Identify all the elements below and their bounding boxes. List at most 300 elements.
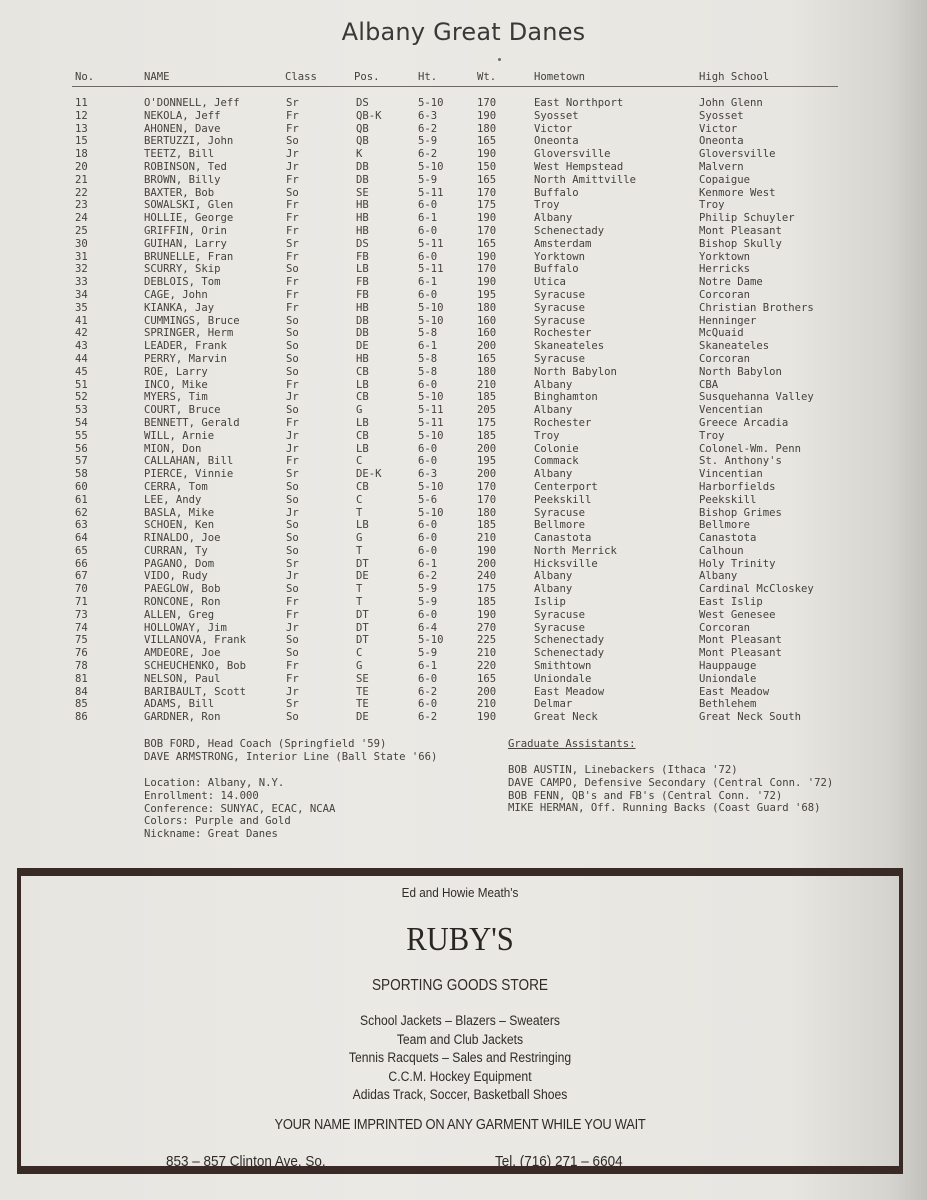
player-hometown: Syracuse <box>534 608 586 621</box>
player-height: 5-10 <box>418 160 444 173</box>
player-hometown: Hicksville <box>534 557 598 570</box>
player-position: HB <box>356 352 369 365</box>
player-position: QB-K <box>356 109 382 122</box>
table-row <box>0 455 927 468</box>
player-weight: 270 <box>477 621 497 634</box>
player-number: 86 <box>75 711 88 724</box>
player-position: G <box>356 404 363 417</box>
player-name: MYERS, Tim <box>144 391 208 404</box>
player-height: 5-8 <box>418 352 438 365</box>
player-name: LEE, Andy <box>144 493 202 506</box>
table-row <box>0 161 927 174</box>
rubys-advertisement <box>17 868 903 1174</box>
player-position: LB <box>356 263 369 276</box>
player-high-school: Mont Pleasant <box>699 224 782 237</box>
player-weight: 190 <box>477 250 497 263</box>
player-weight: 200 <box>477 340 497 353</box>
player-name: SCURRY, Skip <box>144 263 221 276</box>
player-number: 15 <box>75 135 88 148</box>
player-number: 24 <box>75 212 88 225</box>
player-weight: 190 <box>477 109 497 122</box>
player-height: 5-11 <box>418 186 444 199</box>
player-hometown: Albany <box>534 212 573 225</box>
player-high-school: Victor <box>699 122 738 135</box>
player-class: Sr <box>286 468 299 481</box>
player-high-school: Kenmore West <box>699 186 776 199</box>
player-position: C <box>356 647 363 660</box>
player-class: Fr <box>286 596 299 609</box>
player-name: GARDNER, Ron <box>144 711 221 724</box>
player-height: 6-4 <box>418 621 438 634</box>
player-height: 6-2 <box>418 685 438 698</box>
player-hometown: Commack <box>534 455 579 468</box>
player-hometown: Rochester <box>534 327 592 340</box>
player-weight: 165 <box>477 173 497 186</box>
player-hometown: Oneonta <box>534 135 579 148</box>
player-class: Sr <box>286 97 299 109</box>
info-line: Conference: SUNYAC, ECAC, NCAA <box>144 802 336 815</box>
school-info <box>144 777 335 841</box>
coaches-list <box>144 738 437 764</box>
player-hometown: Amsterdam <box>534 237 592 250</box>
player-hometown: Albany <box>534 404 573 417</box>
table-row <box>0 686 927 699</box>
player-high-school: Skaneateles <box>699 340 770 353</box>
player-position: LB <box>356 378 369 391</box>
player-class: So <box>286 480 299 493</box>
player-high-school: Syosset <box>699 109 744 122</box>
table-row <box>0 430 927 443</box>
player-high-school: East Islip <box>699 596 763 609</box>
player-number: 55 <box>75 429 88 442</box>
player-high-school: Copaigue <box>699 173 751 186</box>
player-position: T <box>356 583 363 596</box>
player-weight: 165 <box>477 237 497 250</box>
player-name: ALLEN, Greg <box>144 608 215 621</box>
graduate-assistants-list <box>508 764 833 815</box>
player-position: LB <box>356 416 369 429</box>
roster-table <box>0 97 927 724</box>
player-class: Sr <box>286 698 299 711</box>
player-hometown: Great Neck <box>534 711 598 724</box>
player-hometown: Albany <box>534 378 573 391</box>
player-position: DB <box>356 173 369 186</box>
player-height: 5-9 <box>418 647 438 660</box>
table-row <box>0 225 927 238</box>
table-row <box>0 596 927 609</box>
player-position: CB <box>356 365 369 378</box>
player-height: 6-1 <box>418 212 438 225</box>
player-position: HB <box>356 224 369 237</box>
player-class: Fr <box>286 288 299 301</box>
player-hometown: North Babylon <box>534 365 617 378</box>
player-height: 5-11 <box>418 263 444 276</box>
player-class: Jr <box>286 429 299 442</box>
player-class: So <box>286 532 299 545</box>
player-hometown: Buffalo <box>534 186 579 199</box>
table-row <box>0 238 927 251</box>
player-class: So <box>286 647 299 660</box>
header-divider <box>72 86 838 87</box>
player-weight: 190 <box>477 608 497 621</box>
player-position: DT <box>356 608 369 621</box>
player-hometown: Smithtown <box>534 660 592 673</box>
table-row <box>0 353 927 366</box>
player-class: So <box>286 135 299 148</box>
player-hometown: Syracuse <box>534 621 586 634</box>
player-name: ROBINSON, Ted <box>144 160 227 173</box>
player-weight: 200 <box>477 685 497 698</box>
player-class: Fr <box>286 660 299 673</box>
player-name: HOLLIE, George <box>144 212 234 225</box>
player-height: 6-0 <box>418 224 438 237</box>
player-hometown: Albany <box>534 570 573 583</box>
player-number: 33 <box>75 276 88 289</box>
player-weight: 190 <box>477 711 497 724</box>
table-row <box>0 148 927 161</box>
player-number: 66 <box>75 557 88 570</box>
player-class: So <box>286 404 299 417</box>
player-height: 5-11 <box>418 237 444 250</box>
player-name: WILL, Arnie <box>144 429 215 442</box>
player-height: 6-3 <box>418 109 438 122</box>
player-number: 62 <box>75 506 88 519</box>
player-weight: 200 <box>477 557 497 570</box>
player-high-school: Bishop Grimes <box>699 506 782 519</box>
player-class: Fr <box>286 250 299 263</box>
table-row <box>0 494 927 507</box>
player-number: 35 <box>75 301 88 314</box>
player-hometown: Binghamton <box>534 391 598 404</box>
coach-line: BOB FORD, Head Coach (Springfield '59) <box>144 738 387 750</box>
player-class: So <box>286 365 299 378</box>
player-name: SCHOEN, Ken <box>144 519 215 532</box>
player-class: So <box>286 711 299 724</box>
player-name: ADAMS, Bill <box>144 698 215 711</box>
player-class: Jr <box>286 621 299 634</box>
player-number: 13 <box>75 122 88 135</box>
player-height: 5-11 <box>418 404 444 417</box>
player-class: Sr <box>286 237 299 250</box>
player-number: 12 <box>75 109 88 122</box>
player-high-school: Holy Trinity <box>699 557 776 570</box>
player-weight: 210 <box>477 378 497 391</box>
player-height: 6-0 <box>418 532 438 545</box>
player-high-school: North Babylon <box>699 365 782 378</box>
player-hometown: Schenectady <box>534 634 605 647</box>
player-name: RINALDO, Joe <box>144 532 221 545</box>
player-height: 5-9 <box>418 135 438 148</box>
player-high-school: Philip Schuyler <box>699 212 795 225</box>
player-class: Fr <box>286 672 299 685</box>
table-row <box>0 468 927 481</box>
player-height: 5-10 <box>418 480 444 493</box>
player-height: 6-0 <box>418 455 438 468</box>
player-weight: 170 <box>477 493 497 506</box>
player-weight: 205 <box>477 404 497 417</box>
player-class: So <box>286 634 299 647</box>
player-number: 56 <box>75 442 88 455</box>
printing-speck <box>498 58 501 61</box>
player-class: Jr <box>286 506 299 519</box>
player-name: PIERCE, Vinnie <box>144 468 234 481</box>
player-high-school: Harborfields <box>699 480 776 493</box>
header-ht: Ht. <box>418 71 438 83</box>
table-row <box>0 174 927 187</box>
player-hometown: Syracuse <box>534 352 586 365</box>
player-height: 5-10 <box>418 314 444 327</box>
table-row <box>0 660 927 673</box>
table-row <box>0 212 927 225</box>
header-name: NAME <box>144 71 170 83</box>
player-hometown: Syracuse <box>534 314 586 327</box>
table-row <box>0 379 927 392</box>
table-row <box>0 251 927 264</box>
player-height: 6-0 <box>418 442 438 455</box>
player-height: 5-8 <box>418 365 438 378</box>
player-hometown: East Northport <box>534 97 624 109</box>
player-hometown: Albany <box>534 468 573 481</box>
player-number: 22 <box>75 186 88 199</box>
table-row <box>0 622 927 635</box>
assistant-line: DAVE CAMPO, Defensive Secondary (Central Conn. '72) <box>508 776 834 789</box>
header-high-school: High School <box>699 71 770 83</box>
player-position: DE <box>356 570 369 583</box>
player-high-school: John Glenn <box>699 97 763 109</box>
player-hometown: Albany <box>534 583 573 596</box>
player-weight: 190 <box>477 212 497 225</box>
header-hometown: Hometown <box>534 71 586 83</box>
player-class: So <box>286 493 299 506</box>
table-row <box>0 315 927 328</box>
player-position: G <box>356 532 363 545</box>
player-high-school: Canastota <box>699 532 757 545</box>
player-weight: 150 <box>477 160 497 173</box>
player-high-school: Mont Pleasant <box>699 634 782 647</box>
player-weight: 195 <box>477 455 497 468</box>
player-class: So <box>286 544 299 557</box>
table-row <box>0 532 927 545</box>
player-position: CB <box>356 480 369 493</box>
player-name: SCHEUCHENKO, Bob <box>144 660 247 673</box>
ad-tagline: SPORTING GOODS STORE <box>371 977 549 994</box>
player-name: CUMMINGS, Bruce <box>144 314 240 327</box>
ad-product-line: Tennis Racquets – Sales and Restringing <box>348 1050 572 1066</box>
player-height: 5-10 <box>418 429 444 442</box>
player-number: 23 <box>75 199 88 212</box>
player-number: 32 <box>75 263 88 276</box>
ad-product-line: Adidas Track, Soccer, Basketball Shoes <box>352 1087 568 1103</box>
player-high-school: Malvern <box>699 160 744 173</box>
player-name: O'DONNELL, Jeff <box>144 97 240 109</box>
player-position: HB <box>356 199 369 212</box>
player-name: SOWALSKI, Glen <box>144 199 234 212</box>
player-height: 6-2 <box>418 711 438 724</box>
ad-owners: Ed and Howie Meath's <box>401 885 519 900</box>
player-height: 6-0 <box>418 698 438 711</box>
player-hometown: Colonie <box>534 442 579 455</box>
player-class: Jr <box>286 685 299 698</box>
player-class: Fr <box>286 212 299 225</box>
player-weight: 180 <box>477 122 497 135</box>
player-high-school: Henninger <box>699 314 757 327</box>
player-high-school: Colonel-Wm. Penn <box>699 442 802 455</box>
player-number: 53 <box>75 404 88 417</box>
player-weight: 185 <box>477 391 497 404</box>
player-number: 11 <box>75 97 88 109</box>
player-height: 5-10 <box>418 391 444 404</box>
player-hometown: Buffalo <box>534 263 579 276</box>
player-hometown: East Meadow <box>534 685 605 698</box>
player-high-school: Notre Dame <box>699 276 763 289</box>
player-hometown: North Amittville <box>534 173 637 186</box>
player-height: 5-9 <box>418 583 438 596</box>
player-high-school: West Genesee <box>699 608 776 621</box>
player-high-school: Bethlehem <box>699 698 757 711</box>
player-height: 6-0 <box>418 608 438 621</box>
player-name: TEETZ, Bill <box>144 148 215 161</box>
table-row <box>0 97 927 110</box>
table-row <box>0 276 927 289</box>
ad-product-line: C.C.M. Hockey Equipment <box>388 1068 532 1084</box>
assistant-line: BOB FENN, QB's and FB's (Central Conn. '72) <box>508 789 783 802</box>
player-position: G <box>356 660 363 673</box>
player-position: T <box>356 506 363 519</box>
player-name: NEKOLA, Jeff <box>144 109 221 122</box>
table-row <box>0 187 927 200</box>
player-hometown: Gloversville <box>534 148 611 161</box>
table-row <box>0 110 927 123</box>
player-number: 63 <box>75 519 88 532</box>
player-name: ROE, Larry <box>144 365 208 378</box>
player-weight: 190 <box>477 148 497 161</box>
player-hometown: Schenectady <box>534 647 605 660</box>
player-high-school: Albany <box>699 570 738 583</box>
player-name: BRUNELLE, Fran <box>144 250 234 263</box>
player-high-school: Bellmore <box>699 519 751 532</box>
player-weight: 180 <box>477 365 497 378</box>
player-name: NELSON, Paul <box>144 672 221 685</box>
player-height: 6-0 <box>418 288 438 301</box>
player-name: PAEGLOW, Bob <box>144 583 221 596</box>
player-weight: 210 <box>477 698 497 711</box>
player-number: 41 <box>75 314 88 327</box>
player-height: 5-11 <box>418 416 444 429</box>
assistant-line: BOB AUSTIN, Linebackers (Ithaca '72) <box>508 764 738 776</box>
player-name: PAGANO, Dom <box>144 557 215 570</box>
player-name: SPRINGER, Herm <box>144 327 234 340</box>
coach-line: DAVE ARMSTRONG, Interior Line (Ball State '66) <box>144 750 438 763</box>
player-hometown: Delmar <box>534 698 573 711</box>
player-height: 6-3 <box>418 468 438 481</box>
player-name: BASLA, Mike <box>144 506 215 519</box>
roster-header <box>0 71 927 85</box>
player-high-school: Corcoran <box>699 288 751 301</box>
info-line: Location: Albany, N.Y. <box>144 777 285 789</box>
player-high-school: Troy <box>699 429 725 442</box>
player-class: Jr <box>286 391 299 404</box>
table-row <box>0 443 927 456</box>
player-weight: 180 <box>477 506 497 519</box>
player-height: 6-1 <box>418 557 438 570</box>
player-number: 74 <box>75 621 88 634</box>
ad-store-name: RUBY'S <box>406 921 514 958</box>
player-hometown: Schenectady <box>534 224 605 237</box>
player-hometown: Yorktown <box>534 250 586 263</box>
player-high-school: East Meadow <box>699 685 770 698</box>
player-class: So <box>286 263 299 276</box>
player-position: FB <box>356 250 369 263</box>
table-row <box>0 711 927 724</box>
player-position: FB <box>356 276 369 289</box>
ad-product-line: Team and Club Jackets <box>396 1031 524 1047</box>
player-name: VILLANOVA, Frank <box>144 634 247 647</box>
player-high-school: Gloversville <box>699 148 776 161</box>
player-high-school: Susquehanna Valley <box>699 391 814 404</box>
player-height: 6-2 <box>418 122 438 135</box>
player-high-school: Oneonta <box>699 135 744 148</box>
player-weight: 165 <box>477 672 497 685</box>
player-position: TE <box>356 698 369 711</box>
player-class: Jr <box>286 148 299 161</box>
table-row <box>0 519 927 532</box>
player-position: FB <box>356 288 369 301</box>
player-high-school: St. Anthony's <box>699 455 782 468</box>
player-height: 5-9 <box>418 173 438 186</box>
player-number: 78 <box>75 660 88 673</box>
player-height: 6-2 <box>418 148 438 161</box>
player-number: 30 <box>75 237 88 250</box>
player-height: 6-0 <box>418 672 438 685</box>
player-weight: 165 <box>477 135 497 148</box>
ad-imprint-offer: YOUR NAME IMPRINTED ON ANY GARMENT WHILE YOU WAIT <box>274 1116 646 1133</box>
player-name: GRIFFIN, Orin <box>144 224 227 237</box>
player-weight: 185 <box>477 429 497 442</box>
player-hometown: Victor <box>534 122 573 135</box>
player-weight: 200 <box>477 468 497 481</box>
player-name: DEBLOIS, Tom <box>144 276 221 289</box>
player-high-school: Herricks <box>699 263 751 276</box>
player-number: 73 <box>75 608 88 621</box>
player-position: DE <box>356 340 369 353</box>
player-class: So <box>286 186 299 199</box>
player-number: 84 <box>75 685 88 698</box>
player-position: DB <box>356 160 369 173</box>
player-position: C <box>356 493 363 506</box>
table-row <box>0 583 927 596</box>
player-number: 70 <box>75 583 88 596</box>
table-row <box>0 135 927 148</box>
player-number: 21 <box>75 173 88 186</box>
player-weight: 170 <box>477 224 497 237</box>
header-class: Class <box>285 71 317 83</box>
player-class: Fr <box>286 608 299 621</box>
player-class: Sr <box>286 557 299 570</box>
player-name: CERRA, Tom <box>144 480 208 493</box>
player-name: GUIHAN, Larry <box>144 237 227 250</box>
table-row <box>0 199 927 212</box>
player-weight: 180 <box>477 301 497 314</box>
player-weight: 185 <box>477 596 497 609</box>
player-hometown: Syracuse <box>534 506 586 519</box>
player-name: COURT, Bruce <box>144 404 221 417</box>
player-height: 6-0 <box>418 378 438 391</box>
player-position: DT <box>356 557 369 570</box>
player-hometown: Skaneateles <box>534 340 605 353</box>
player-class: Fr <box>286 416 299 429</box>
player-position: DB <box>356 314 369 327</box>
player-weight: 240 <box>477 570 497 583</box>
